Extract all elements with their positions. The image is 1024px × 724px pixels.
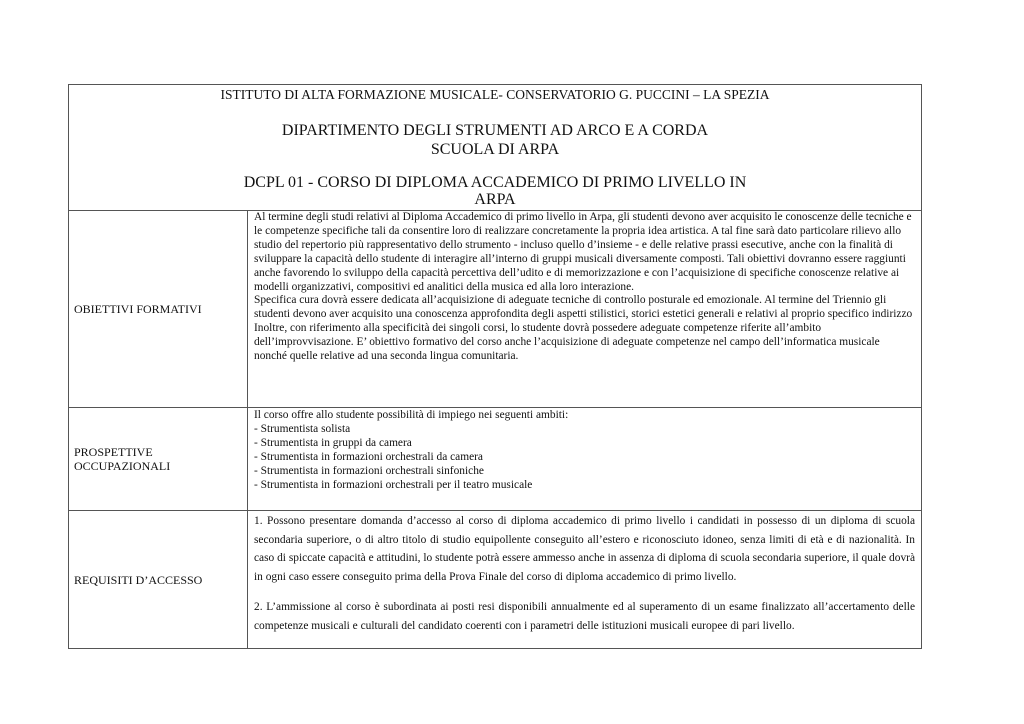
list-item: - Strumentista in gruppi da camera [254, 436, 412, 449]
row-label-obiettivi: OBIETTIVI FORMATIVI [69, 210, 248, 407]
course-table [68, 84, 922, 649]
department-name: DIPARTIMENTO DEGLI STRUMENTI AD ARCO E A CORDA [281, 122, 709, 139]
table-row-prospettive [69, 408, 921, 511]
school-name: SCUOLA DI ARPA [430, 141, 560, 158]
paragraph: 1. Possono presentare domanda d’accesso al corso di diploma accademico di primo livello i candidati in possesso di un diploma di scuola secondaria superiore, o di altro titolo di studio equipollente conseguito all’estero e riconosciuto idoneo, senza limiti di età e di nazionalità. In caso di spiccate capacità e attitudini, lo studente potrà essere ammesso anche in assenza di diploma di scuola secondaria superiore, il quale dovrà in ogni caso essere conseguito prima della Prova Finale del corso di diploma accademico di primo livello. [254, 515, 915, 583]
table-row-obiettivi [69, 210, 921, 408]
course-title-line2: ARPA [474, 191, 516, 208]
table-row-requisiti [69, 511, 921, 648]
paragraph: Specifica cura dovrà essere dedicata all’acquisizione di adeguate tecniche di controllo posturale ed emozionale. Al termine del Triennio gli studenti devono aver acquisito una conoscenza approfondita degli aspetti stilistici, storici estetici generali e relativi al proprio specifico indirizzo [254, 294, 913, 321]
row-content-prospettive [249, 408, 921, 510]
course-title [69, 174, 921, 208]
course-title-line1: DCPL 01 - CORSO DI DIPLOMA ACCADEMICO DI PRIMO LIVELLO IN [243, 174, 747, 191]
paragraph: 2. L’ammissione al corso è subordinata ai posti resi disponibili annualmente ed al superamento di un esame finalizzato all’accertamento delle competenze musicali e culturali del candidato coerenti con i parametri delle istituzioni musicali europee di pari livello. [254, 601, 915, 632]
row-content-obiettivi [249, 210, 921, 407]
paragraph: Al termine degli studi relativi al Diploma Accademico di primo livello in Arpa, gli studenti devono aver acquisito le conoscenze delle tecniche e le competenze specifiche tali da consentire loro di realizzare concretamente la propria idea artistica. A tal fine sarà dato particolare rilievo allo studio del repertorio più rappresentativo dello strumento - incluso quello d’insieme - e delle relative prassi esecutive, anche con la finalità di sviluppare la capacità dello studente di interagire all’interno di gruppi musicali diversamente composti. Tali obiettivi dovranno essere raggiunti anche favorendo lo sviluppo della capacità percettiva dell’udito e di memorizzazione e con l’acquisizione di specifiche conoscenze relative ai modelli organizzativi, compositivi ed analitici della musica ed alla loro interazione. [254, 211, 912, 293]
table-header [69, 85, 921, 211]
list-item: - Strumentista in formazioni orchestrali da camera [254, 450, 483, 463]
list-item: - Strumentista in formazioni orchestrali per il teatro musicale [254, 478, 533, 491]
row-content-requisiti [249, 511, 921, 648]
row-label-prospettive: PROSPETTIVE OCCUPAZIONALI [69, 408, 248, 510]
paragraph: Inoltre, con riferimento alla specificità dei singoli corsi, lo studente dovrà possedere adeguate competenze riferite all’ambito dell’improvvisazione. E’ obiettivo formativo del corso anche l’acquisizione di adeguate competenze nel campo dell’informatica musicale nonché quelle relative ad una seconda lingua comunitaria. [254, 322, 880, 363]
institute-name: ISTITUTO DI ALTA FORMAZIONE MUSICALE- CONSERVATORIO G. PUCCINI – LA SPEZIA [220, 87, 770, 102]
list-item: - Strumentista solista [254, 422, 351, 435]
row-label-requisiti: REQUISITI D’ACCESSO [69, 511, 248, 648]
paragraph: Il corso offre allo studente possibilità di impiego nei seguenti ambiti: [254, 409, 569, 421]
department-block [69, 121, 921, 159]
list-item: - Strumentista in formazioni orchestrali sinfoniche [254, 464, 484, 477]
